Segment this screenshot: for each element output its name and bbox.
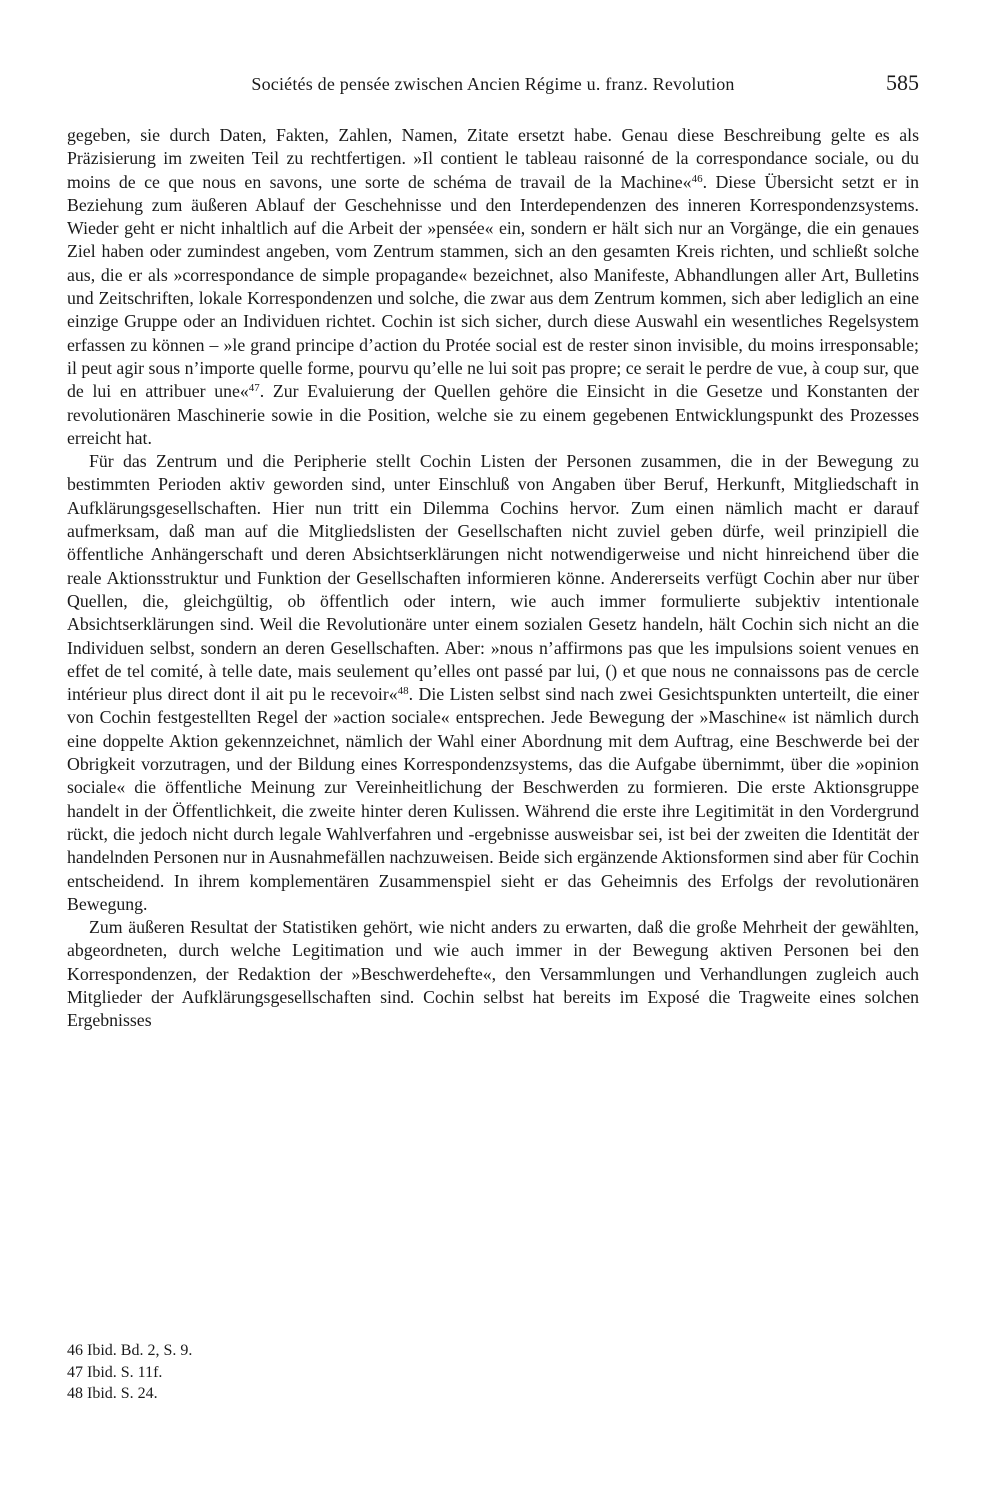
body-text <box>67 124 919 1033</box>
paragraph-2-text-1: Für das Zentrum und die Peripherie stellt Cochin Listen der Personen zusammen, die in der Bewegung zu bestimmten Perioden aktiv geworden sind, unter Einschluß von Angaben über Beruf, Herkunft, Mitgliedschaft in Aufklärungsgesellschaften. Hier nun tritt ein Dilemma Cochins hervor. Zum einen nämlich macht er darauf aufmerksam, daß man auf die Mitgliedslisten der Gesellschaften nicht zuviel geben dürfe, weil prinzipiell die öffentliche Anhängerschaft und deren Absichtserklärungen nicht notwendigerweise und nicht hinreichend über die reale Aktionsstruktur und Funktion der Gesellschaften informieren könne. Andererseits verfügt Cochin aber nur über Quellen, die, gleichgültig, ob öffentlich oder intern, wie auch immer formulierte subjektiv intentionale Absichtserklärungen sind. Weil die Revolutionäre unter einem sozialen Gesetz handeln, hält Cochin sich nicht an die Individuen selbst, sondern an deren Gesellschaften. Aber: »nous n’affirmons pas que les impulsions soient venues en effet de tel comité, à telle date, mais seulement qu’elles ont passé par lui, () et que nous ne connaissons pas de cercle intérieur plus direct dont il ait pu le recevoir« <box>67 451 919 705</box>
paragraph-2 <box>67 450 919 916</box>
paragraph-3 <box>67 916 919 1032</box>
paragraph-1-text-1: gegeben, sie durch Daten, Fakten, Zahlen, Namen, Zitate ersetzt habe. Genau diese Beschreibung gelte es als Präzisierung im zweiten Teil zu rechtfertigen. »Il contient le tableau raisonné de la correspondance sociale, ou du moins de ce que nous en savons, une sorte de schéma de travail de la Machine« <box>67 125 919 192</box>
footnote-ref-47: 47 <box>248 382 260 395</box>
paragraph-1-text-3: . Zur Evaluierung der Quellen gehöre die Einsicht in die Gesetze und Konstanten der revolutionären Maschinerie sowie in die Position, welche sie zu einem gegebenen Entwicklungspunkt des Prozesses erreicht hat. <box>67 381 919 448</box>
footnotes <box>67 1340 919 1405</box>
paragraph-2-text-2: . Die Listen selbst sind nach zwei Gesichtspunkten unterteilt, die einer von Cochin festgestellten Regel der »action sociale« entsprechen. Jede Bewegung der »Maschine« ist nämlich durch eine doppelte Aktion gekennzeichnet, nämlich der Wahl einer Abordnung mit dem Auftrag, eine Beschwerde bei der Obrigkeit vorzutragen, und der Bildung eines Korrespondenzsystems, das die Aufgabe übernimmt, über die »opinion sociale« die öffentliche Meinung zur Vereinheitlichung der Beschwerden zu formieren. Die erste Aktionsgruppe handelt in der Öffentlichkeit, die zweite hinter deren Kulissen. Während die erste ihre Legitimität in den Vordergrund rückt, die jedoch nicht durch legale Wahlverfahren und -ergebnisse ausweisbar sei, ist bei der zweiten die Identität der handelnden Personen nur in Ausnahmefällen nachzuweisen. Beide sich ergänzende Aktionsformen sind aber für Cochin entscheidend. In ihrem komplementären Zusammenspiel sieht er das Geheimnis des Erfolgs der revolutionären Bewegung. <box>67 684 919 914</box>
paragraph-1-text-2: . Diese Übersicht setzt er in Beziehung zum äußeren Ablauf der Geschehnisse und den Interdependenzen des inneren Korrespondenzsystems. Wieder geht er nicht inhaltlich auf die Arbeit der »pensée« ein, sondern er hält sich nur an Vorgänge, die ein genaues Ziel haben oder zumindest angeben, vom Zentrum stammen, sich an den gesamten Kreis richten, und schließt solche aus, die er als »correspondance de simple propagande« bezeichnet, also Manifeste, Abhandlungen aller Art, Bulletins und Zeitschriften, lokale Korrespondenzen und solche, die zwar aus dem Zentrum kommen, sich aber lediglich an eine einzige Gruppe oder an Individuen richtet. Cochin ist sich sicher, durch diese Auswahl ein wesentliches Regelsystem erfassen zu können – »le grand principe d’action du Protée social est de rester sinon invisible, du moins irresponsable; il peut agir sous n’importe quelle forme, pourvu qu’elle ne lui soit pas propre; ce serait le perdre de vue, à coup sur, que de lui en attribuer une« <box>67 171 919 402</box>
footnote-ref-48: 48 <box>397 685 409 698</box>
footnote-46: 46 Ibid. Bd. 2, S. 9. <box>67 1342 193 1359</box>
page-number: 585 <box>886 70 919 95</box>
running-head <box>67 70 919 102</box>
footnote-48: 48 Ibid. S. 24. <box>67 1385 158 1402</box>
footnote-ref-46: 46 <box>691 172 703 185</box>
paragraph-3-text-1: Zum äußeren Resultat der Statistiken gehört, wie nicht anders zu erwarten, daß die große Mehrheit der gewählten, abgeordneten, durch welche Legitimation und wie auch immer in der Bewegung aktiven Personen bei den Korrespondenzen, der Redaktion der »Beschwerdehefte«, den Versammlungen und Verhandlungen zugleich auch Mitglieder der Aufklärungsgesellschaften sind. Cochin selbst hat bereits im Exposé die Tragweite eines solchen Ergebnisses <box>67 917 919 1031</box>
paragraph-1 <box>67 124 919 450</box>
footnote-47: 47 Ibid. S. 11f. <box>67 1363 163 1381</box>
running-title: Sociétés de pensée zwischen Ancien Régime u. franz. Revolution <box>251 74 735 94</box>
